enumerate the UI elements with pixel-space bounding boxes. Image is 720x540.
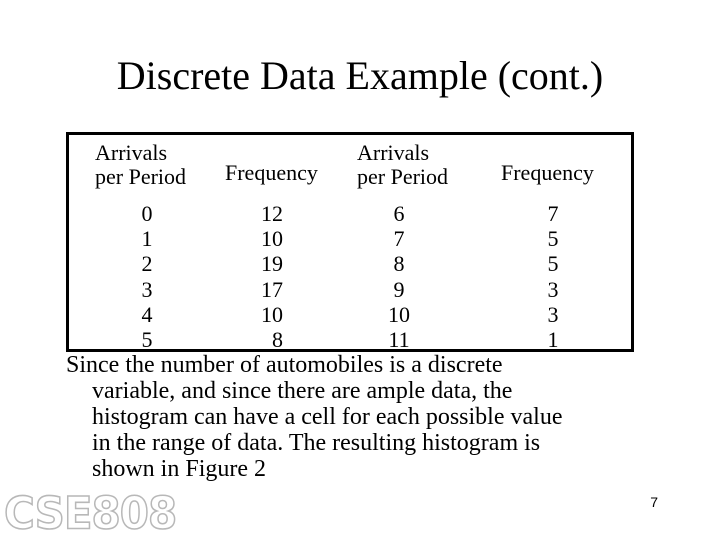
table-cell: 7 [547, 201, 559, 226]
header-frequency-right: Frequency [501, 160, 594, 185]
table-cell: 0 [141, 201, 153, 226]
paragraph-line: Since the number of automobiles is a discrete [66, 352, 503, 378]
table-cell: 3 [141, 276, 153, 302]
table-cell: 5 [547, 226, 559, 252]
paragraph-line: in the range of data. The resulting histogram is [92, 430, 541, 456]
header-line: per Period [95, 164, 187, 189]
table-cell: 19 [261, 251, 283, 277]
table-cell: 1 [547, 327, 559, 353]
header-arrivals-left [95, 141, 186, 189]
column-arrivals-right [369, 201, 429, 352]
slide-title: Discrete Data Example (cont.) [116, 53, 604, 98]
table-cell: 6 [393, 201, 405, 226]
table-cell: 9 [393, 276, 405, 302]
frequency-table [66, 132, 634, 352]
column-arrivals-left [117, 201, 177, 352]
table-cell: 2 [141, 251, 153, 277]
paragraph-line: histogram can have a cell for each possible value [92, 404, 563, 430]
paragraph-line: variable, and since there are ample data, the [92, 378, 513, 404]
table-cell: 10 [261, 301, 283, 327]
page-number: 7 [650, 494, 658, 510]
header-line: per Period [357, 164, 449, 189]
table-cell: 10 [261, 226, 283, 252]
table-cell: 5 [547, 251, 559, 277]
table-cell: 7 [393, 226, 405, 252]
table-cell: 3 [547, 276, 559, 302]
table-cell: 11 [388, 327, 410, 353]
table-cell: 1 [141, 226, 153, 252]
table-cell: 4 [141, 301, 153, 327]
table-cell: 8 [272, 327, 283, 353]
header-line: Arrivals [95, 140, 168, 165]
table-cell: 12 [261, 201, 283, 226]
header-arrivals-right [357, 141, 448, 189]
column-frequency-right [523, 201, 583, 352]
table-cell: 8 [393, 251, 405, 277]
paragraph-line: shown in Figure 2 [92, 456, 266, 482]
header-line: Arrivals [357, 140, 430, 165]
header-frequency-left: Frequency [225, 160, 318, 185]
table-cell: 3 [547, 301, 559, 327]
explanation-paragraph [66, 352, 666, 482]
course-logo: CSE808 [4, 487, 177, 540]
table-cell: 10 [388, 301, 410, 327]
table-cell: 17 [261, 276, 283, 302]
table-cell: 5 [141, 327, 153, 353]
column-frequency-left [243, 201, 283, 352]
